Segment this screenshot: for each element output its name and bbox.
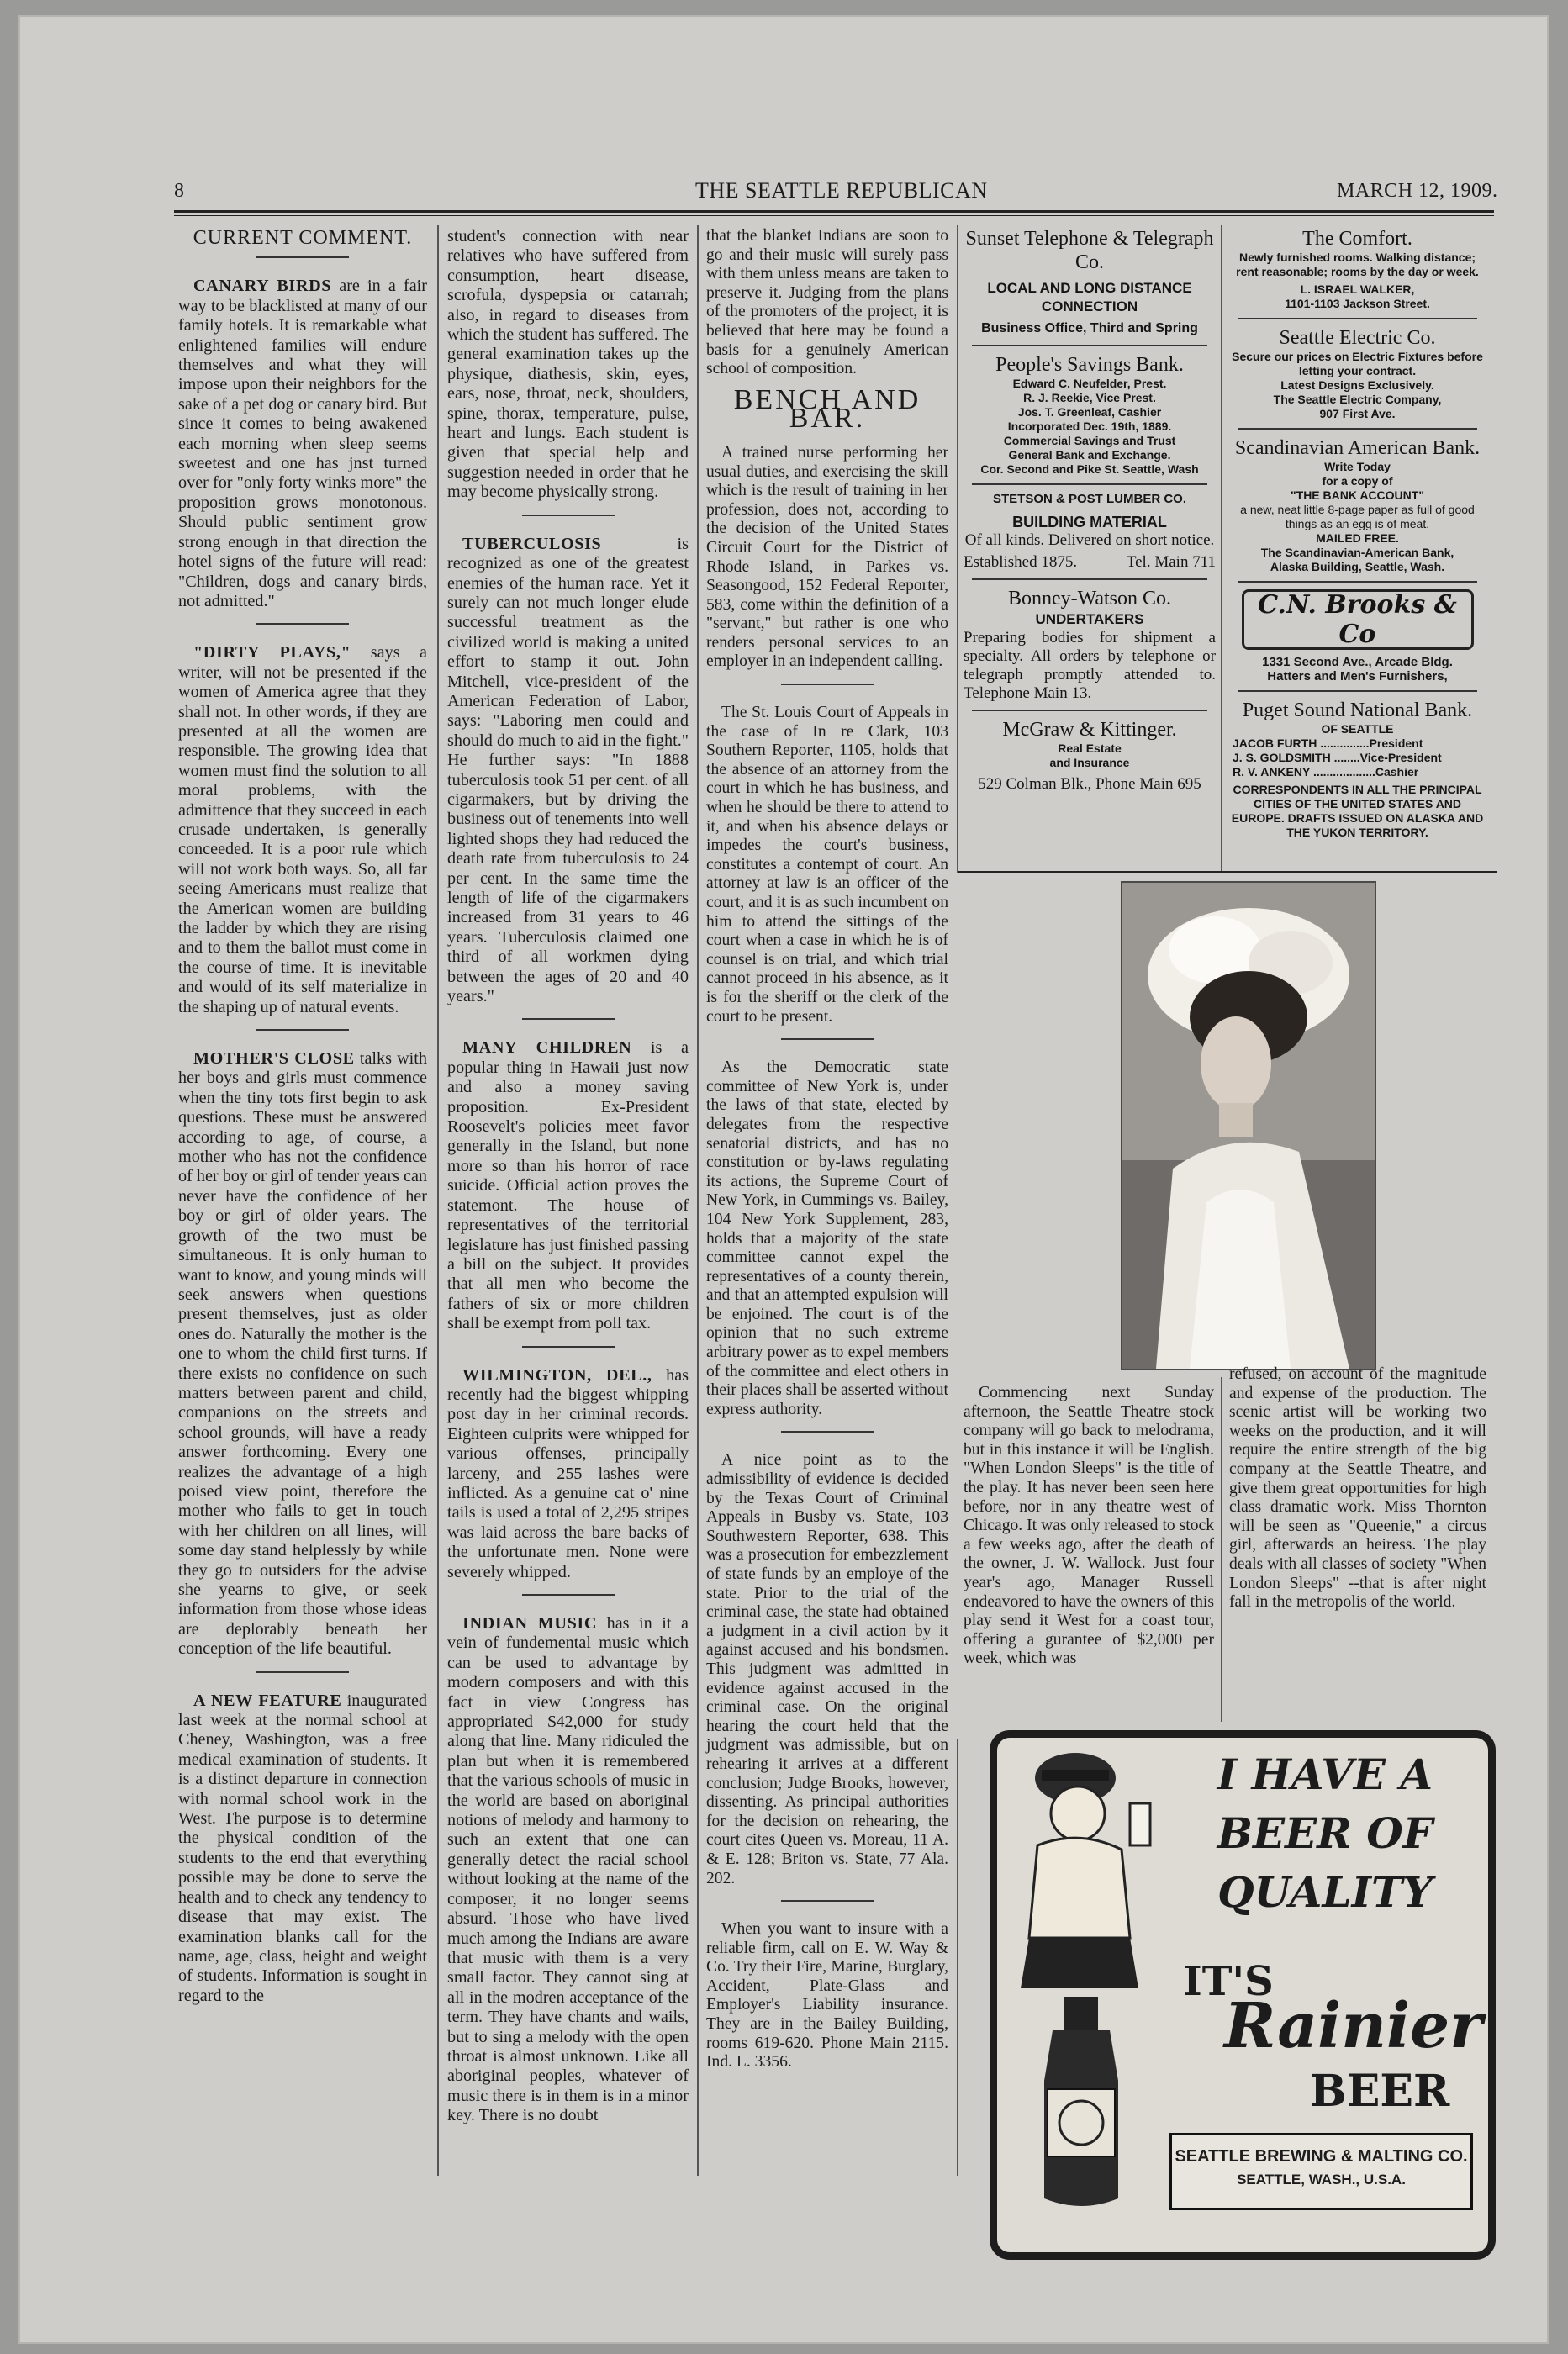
- separator: [522, 515, 615, 516]
- legal-note-attorney: The St. Louis Court of Appeals in the case of In re Clark, 103 Southern Reporter, 1105, holds that the absence of an attorney from the court in which he has business, and when he should be there to attend to it, and when his absence delays or impedes the court's business, constitutes a contempt of court. An attorney at law is an officer of the court, and it is as such incumbent on him to attend the sittings of the court when a case in which he is of counsel is on trial, and which trial cannot proceed in his absence, as it is for the sheriff or the clerk of the court to be present.: [706, 704, 948, 1026]
- ad-peoples-savings-bank: People's Savings Bank. Edward C. Neufelder, Prest. R. J. Reekie, Vice Prest. Jos. T. Greenleaf, Cashier Incorporated Dec. 19th, 1889. Commercial Savings and Trust General Bank and Exchange. Cor. Second and Pike St. Seattle, Wash: [980, 354, 1199, 476]
- slogan-line-3: QUALITY: [1217, 1867, 1433, 1917]
- ads-column-left: [964, 227, 1216, 794]
- newspaper-page: [18, 15, 1549, 2344]
- ad-sunset-telephone: Sunset Telephone & Telegraph Co. LOCAL AND LONG DISTANCE CONNECTION Business Office, Third and Spring: [965, 228, 1214, 335]
- ad-bonney-watson: Bonney-Watson Co. UNDERTAKERS Preparing bodies for shipment a specialty. All orders by telephone or telegraph promptly attended to. Telephone Main 13.: [964, 588, 1216, 702]
- legal-note-committee: As the Democratic state committee of New York is, under the laws of that state, elected by delegates from the respective senatorial districts, and has no constitution or by-laws regulating its actions, the Supreme Court of New York, in Cummings vs. Bailey, 104 New York Supplement, 283, holds that a majority of the state committee cannot expel the representatives of a county therein, and that an attempted expulsion will be enjoined. The court is of the opinion that no such extreme arbitrary power as to expel members of the committee and elect others in their places shall be asserted without express authority.: [706, 1058, 948, 1418]
- column-rule-5: [1221, 1377, 1222, 1722]
- brewery-city: SEATTLE, WASH., U.S.A.: [1237, 2172, 1406, 2188]
- separator: [256, 256, 349, 258]
- masthead: THE SEATTLE REPUBLICAN: [695, 178, 988, 203]
- separator: [256, 1029, 349, 1031]
- article-canary-birds: CANARY BIRDS are in a fair way to be blacklisted at many of our family hotels. It is remarkable what enlightened families will endure themselves and what they will impose upon their neighbors for the sake of a pet dog or canary bird. But since it comes to being awakened each morning when sleep seems sweetest and one has jnst turned over for "only forty winks more" the proposition grows monotonous. Should public sentiment grow strong enough in that direction the hotel signs of the future will read: "Children, dogs and canary birds, not admitted.": [178, 277, 428, 610]
- column-rule-4: [1221, 225, 1222, 873]
- article-mothers-close: MOTHER'S CLOSE talks with her boys and girls must commence when the tiny tots first begin to ask questions. These must be answered according to age, of course, a mother who has not the confidence of her boy or girl of tender years can never have the confidence of her boy or girl of older years. The growth of the two must be simultaneous. It is only human to want to know, and young minds will seek answers when questions present themselves, just as older ones do. Naturally the mother is the one to whom the child first turns. If there exists no confidence on such matters between parent and child, companions on the streets and school grounds, will have a ready answer forthcoming. Every one realizes the advantage of a high poised view point, therefore the mother who fails to get in touch with her children on all lines, will some day stand helplessly by while they go to outsiders for the advise she yearns to give, or seek information from those whose ideas are deplorably beneath her conception of the life beautiful.: [178, 1049, 427, 1659]
- ad-mcgraw-kittinger: McGraw & Kittinger. Real Estate and Insurance 529 Colman Blk., Phone Main 695: [978, 719, 1201, 793]
- separator: [522, 1346, 615, 1348]
- separator: [256, 1671, 349, 1673]
- insurance-notice: When you want to insure with a reliable firm, call on E. W. Way & Co. Try their Fire, Marine, Burglary, Accident, Plate-Glass and Employer's Liability insurance. They are in the Bailey Building, rooms 619-620. Phone Main 2115. Ind. L. 3356.: [706, 1920, 948, 2072]
- ads-column-right: [1229, 227, 1486, 840]
- separator: [781, 1038, 874, 1040]
- masthead-rule-thin: [174, 215, 1494, 216]
- column-bench-and-bar: [706, 227, 948, 2084]
- article-wilmington: WILMINGTON, DEL., has recently had the biggest whipping post day in her criminal records. Eighteen culprits were whipped for various offenses, principally larceny, and 255 lashes were inflicted. As a genuine cat o' nine tails is used a total of 2,295 stripes was laid across the bare backs of the unfortunate men. None were severely whipped.: [447, 1365, 689, 1581]
- article-tuberculosis: TUBERCULOSIS is recognized as one of the greatest enemies of the human race. Yet it surely can not much longer elude successful treatment as the civilized world is making a united effort to stamp it out. John Mitchell, vice-president of the American Federation of Labor, says: "Laboring men could and should do much to aid in the fight." He further says: "In 1888 tuberculosis took 51 per cent. of all cigarmakers, but by driving the business out of tenements into well lighted shops they had reduced the death rate from tuberculosis to 24 per cent. In the same time the length of life of the cigarmakers increased from 31 years to 46 years. Tuberculosis claimed one third of all workmen dying between the ages of 20 and 40 years.": [447, 534, 689, 1006]
- section-heading-current-comment: CURRENT COMMENT.: [193, 227, 413, 249]
- legal-note-evidence: A nice point as to the admissibility of evidence is decided by the Texas Court of Criminal Appeals in Busby vs. State, 103 Southwestern Reporter, 638. This was a prosecution for embezzlement of state funds by an employe of the state. Prior to the trial of the criminal case, the state had obtained a judgment in a civil action by it against accused and his bondsmen. This judgment was admitted in evidence against accused in the criminal case. On the original hearing the court held that the judgment was admissible, but on rehearing it arrives at a different conclusion; Judge Brooks, however, dissenting. As principal authorities for the decision on rehearing, the court cites Queen vs. Moreau, 11 A. & E. 128; Briton vs. State, 77 Ala. 202.: [706, 1451, 948, 1887]
- separator: [522, 1018, 615, 1020]
- separator: [781, 1431, 874, 1433]
- column-rule-3: [957, 225, 958, 873]
- ad-the-comfort: The Comfort. Newly furnished rooms. Walking distance; rent reasonable; rooms by the day or week. L. ISRAEL WALKER, 1101-1103 Jackson Street.: [1236, 228, 1479, 310]
- its-label: IT'S: [1183, 1958, 1274, 2005]
- ad-brooks-co: C.N. Brooks & Co 1331 Second Ave., Arcade Bldg. Hatters and Men's Furnishers,: [1229, 589, 1486, 684]
- separator: [781, 1900, 874, 1902]
- ad-seattle-electric: Seattle Electric Co. Secure our prices on Electric Fixtures before letting your contract. Latest Designs Exclusively. The Seattle Electric Company, 907 First Ave.: [1232, 327, 1483, 420]
- beer-label: BEER: [1309, 2066, 1450, 2117]
- theatre-article-right: refused, on account of the magnitude and expense of the production. The scenic artist will be working two weeks on the production, and it will require the entire strength of the big company at the Seattle Theatre, and give them great opportunities for high class dramatic work. Miss Thornton will be seen as "Queenie," a circus girl, afterwards an heiress. The play deals with all classes of society "When London Sleeps" --that is after night fall in the metropolis of the world.: [1229, 1365, 1486, 1612]
- separator: [256, 623, 349, 625]
- article-new-feature: A NEW FEATURE inaugurated last week at the normal school at Cheney, Washington, was a free medical examination of students. It is a distinct departure in connection with normal school work in the West. The purpose is to determine the physical condition of the students to the end that everything possible may be done to serve the health and to check any tendency to disease that may exist. The examination blanks call for the name, age, class, height and weight of students. Information is sought in regard to the: [178, 1691, 427, 2005]
- article-indian-music-continued: that the blanket Indians are soon to go and their music will surely pass with them unless means are taken to preserve it. Judging from the plans of the promoters of the project, it is believed that here may be found a basis for a genuinely American school of composition.: [706, 227, 948, 378]
- article-indian-music: INDIAN MUSIC has in it a vein of fundemental music which can be used to advantage by modern composers and with this fact in view Congress has appropriated $42,000 for study along that line. Many ridiculed the plan but when it is remembered that the various schools of music in the world are based on aboriginal notions of melody and harmony to such an extent that one can generally detect the racial school without looking at the name of the composer, it no longer seems absurd. Those who have lived much among the Indians are aware that music with them is a very small factor. They cannot sing at all in the modren acceptance of the term. They have chants and wails, but to sing a melody with the open throat is almost unknown. Like all aboriginal peoples, whatever of music there is in them is in a minor key. There is no doubt: [447, 1614, 689, 2125]
- portrait-photo: [1121, 881, 1376, 1370]
- column-rule-2: [697, 225, 699, 2176]
- column-current-comment: [178, 227, 427, 2018]
- article-dirty-plays: "DIRTY PLAYS," says a writer, will not be presented if the women of America agree that they shall not. In other words, if they are presented at all the women are responsible. The growing idea that women must find the solution to all moral problems, with the admittence that they succeed in each crusade undertaken, is generally conceeded. It is a poor rule which will not work both ways. So, all far seeing Americans must realize that the American women are building the ladder by which they are rising and to them the ballot must come in the course of time. It is inevitable and would of its self materialize in the shaping up of natural events.: [178, 643, 427, 1016]
- slogan-line-2: BEER OF: [1217, 1808, 1433, 1858]
- brooks-logo: C.N. Brooks & Co: [1242, 589, 1474, 650]
- brewery-name: SEATTLE BREWING & MALTING CO.: [1175, 2147, 1468, 2166]
- article-continued-medical: student's connection with near relatives who have suffered from consumption, heart disease, scrofula, dyspepsia or catarrah; also, in regard to diseases from which the student has suffered. The general examination takes up the physique, diathesis, skin, eyes, ears, nose, throat, neck, shoulders, spine, thorax, temperature, pulse, heart and lungs. Each student is given that special help and suggestion needed in order that he may become physically strong.: [447, 227, 689, 502]
- page-number: 8: [174, 180, 185, 202]
- ad-scandinavian-american-bank: Scandinavian American Bank. Write Today for a copy of "THE BANK ACCOUNT" a new, neat little 8-page paper as full of good things as an egg is of meat. MAILED FREE. The Scandinavian-American Bank, Alaska Building, Seattle, Wash.: [1234, 437, 1481, 573]
- ad-stetson-post-lumber: STETSON & POST LUMBER CO. BUILDING MATERIAL Of all kinds. Delivered on short notice. Established 1875. Tel. Main 711: [964, 492, 1216, 571]
- rainier-brand: Rainier: [1224, 1990, 1483, 2062]
- brewery-box: [1169, 2133, 1473, 2210]
- theatre-article-left: Commencing next Sunday afternoon, the Seattle Theatre stock company will go back to melodrama, but in this instance it will be English. "When London Sleeps" is the title of the play. It has never been seen here before, nor in any theatre west of Chicago. It was only released to stock a few weeks ago, after the death of the owner, J. W. Wallock. Just four year's ago, Manager Russell endeavored to have the owners of this play send it West for a coast tour, offering a gurantee of $2,000 per week, which was: [964, 1384, 1214, 1668]
- article-many-children: MANY CHILDREN is a popular thing in Hawaii just now and also a money saving proposition. Ex-President Roosevelt's policies meet favor generally in the Island, but none more so than his horror of race suicide. Official action proves the statemont. The house of representatives of the territorial legislature has just finished passing a bill on the subject. It provides that all men who become the fathers of six or more children shall be exempt from poll tax.: [447, 1038, 689, 1333]
- figure-with-bottle-illustration: [1004, 1744, 1164, 2215]
- portrait-illustration: [1122, 883, 1375, 1369]
- issue-date: MARCH 12, 1909.: [1337, 180, 1498, 202]
- column-two: [447, 227, 689, 2138]
- legal-note-nurse: A trained nurse performing her usual duties, and exercising the skill which is the result of training in her profession, does not, according to the decision of the United States Circuit Court for the District of Rhode Island, in Parkes vs. Seasongood, 152 Federal Reporter, 583, come within the definition of a "servant," but rather is one who renders personal services to an employer in an independent calling.: [706, 443, 948, 671]
- ads-bottom-rule: [958, 871, 1497, 873]
- section-heading-bench-and-bar: BENCH AND BAR.: [733, 383, 921, 435]
- slogan-line-1: I HAVE A: [1217, 1750, 1433, 1799]
- ad-puget-sound-national-bank: Puget Sound National Bank. OF SEATTLE JACOB FURTH ...............President J. S. GOLDSMITH ........Vice-President R. V. ANKENY ...................Cashier CORRESPONDENTS IN ALL THE PRINCIPAL CITIES OF THE UNITED STATES AND EUROPE. DRAFTS ISSUED ON ALASKA AND THE YUKON TERRITORY.: [1231, 699, 1484, 839]
- ad-rainier-beer: [990, 1730, 1496, 2260]
- column-rule-1: [437, 225, 439, 2176]
- separator: [522, 1594, 615, 1596]
- separator: [781, 684, 874, 685]
- masthead-rule: [174, 210, 1494, 213]
- column-rule-3b: [957, 1739, 958, 2176]
